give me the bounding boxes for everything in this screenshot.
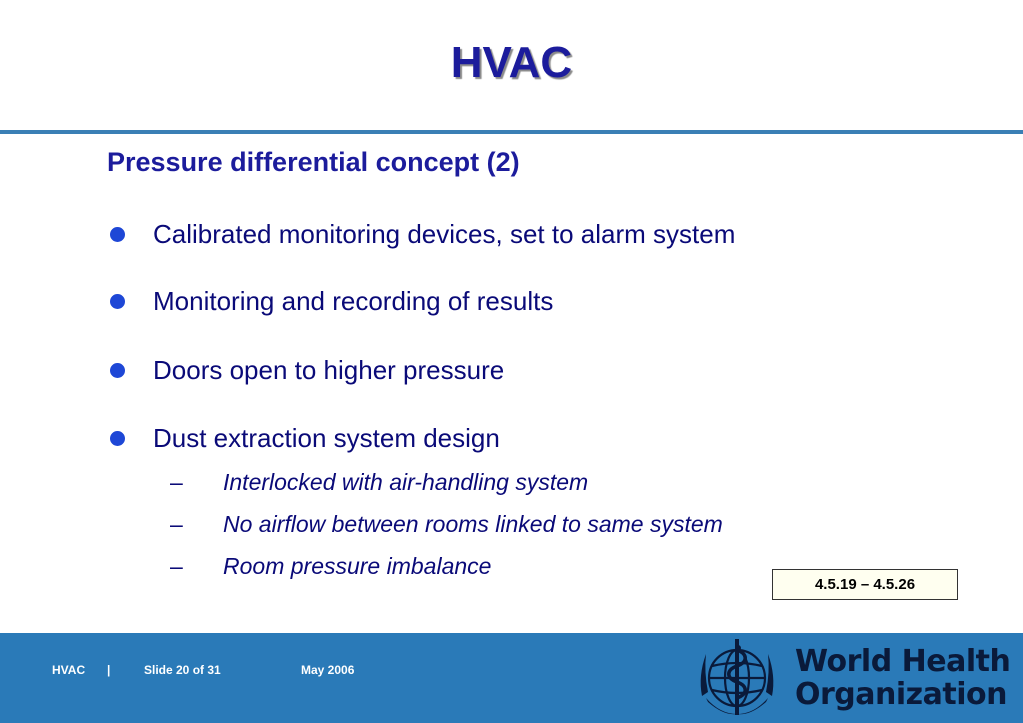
slide-subtitle: Pressure differential concept (2) xyxy=(107,147,520,177)
sub-bullet-item xyxy=(170,553,491,580)
slide-title: HVAC xyxy=(450,38,573,87)
org-name-line1: World Health xyxy=(795,644,1011,679)
bullet-dot-icon xyxy=(110,431,125,446)
bullet-dot-icon xyxy=(110,363,125,378)
bullet-item xyxy=(110,219,735,250)
bullet-text: Dust extraction system design xyxy=(153,423,500,453)
dash-marker: – xyxy=(170,511,183,537)
footer-date: May 2006 xyxy=(301,663,355,677)
who-emblem-icon xyxy=(694,636,780,720)
bullet-text: Calibrated monitoring devices, set to alarm system xyxy=(153,219,736,249)
bullet-item xyxy=(110,286,553,317)
footer-slide-number: Slide 20 of 31 xyxy=(144,663,221,677)
dash-marker: – xyxy=(170,553,183,579)
reference-box: 4.5.19 – 4.5.26 xyxy=(772,569,958,600)
sub-bullet-text: Interlocked with air-handling system xyxy=(223,469,589,495)
footer-course: HVAC xyxy=(52,663,86,677)
sub-bullet-text: Room pressure imbalance xyxy=(223,553,492,579)
title-divider xyxy=(0,130,1023,134)
bullet-item xyxy=(110,423,500,454)
bullet-dot-icon xyxy=(110,227,125,242)
bullet-text: Doors open to higher pressure xyxy=(153,355,505,385)
sub-bullet-item xyxy=(170,511,723,538)
dash-marker: – xyxy=(170,469,183,495)
sub-bullet-item xyxy=(170,469,588,496)
bullet-text: Monitoring and recording of results xyxy=(153,286,554,316)
org-name-line2: Organization xyxy=(795,677,1007,712)
bullet-item xyxy=(110,355,504,386)
bullet-dot-icon xyxy=(110,294,125,309)
footer-separator: | xyxy=(107,663,111,677)
sub-bullet-text: No airflow between rooms linked to same system xyxy=(223,511,723,537)
